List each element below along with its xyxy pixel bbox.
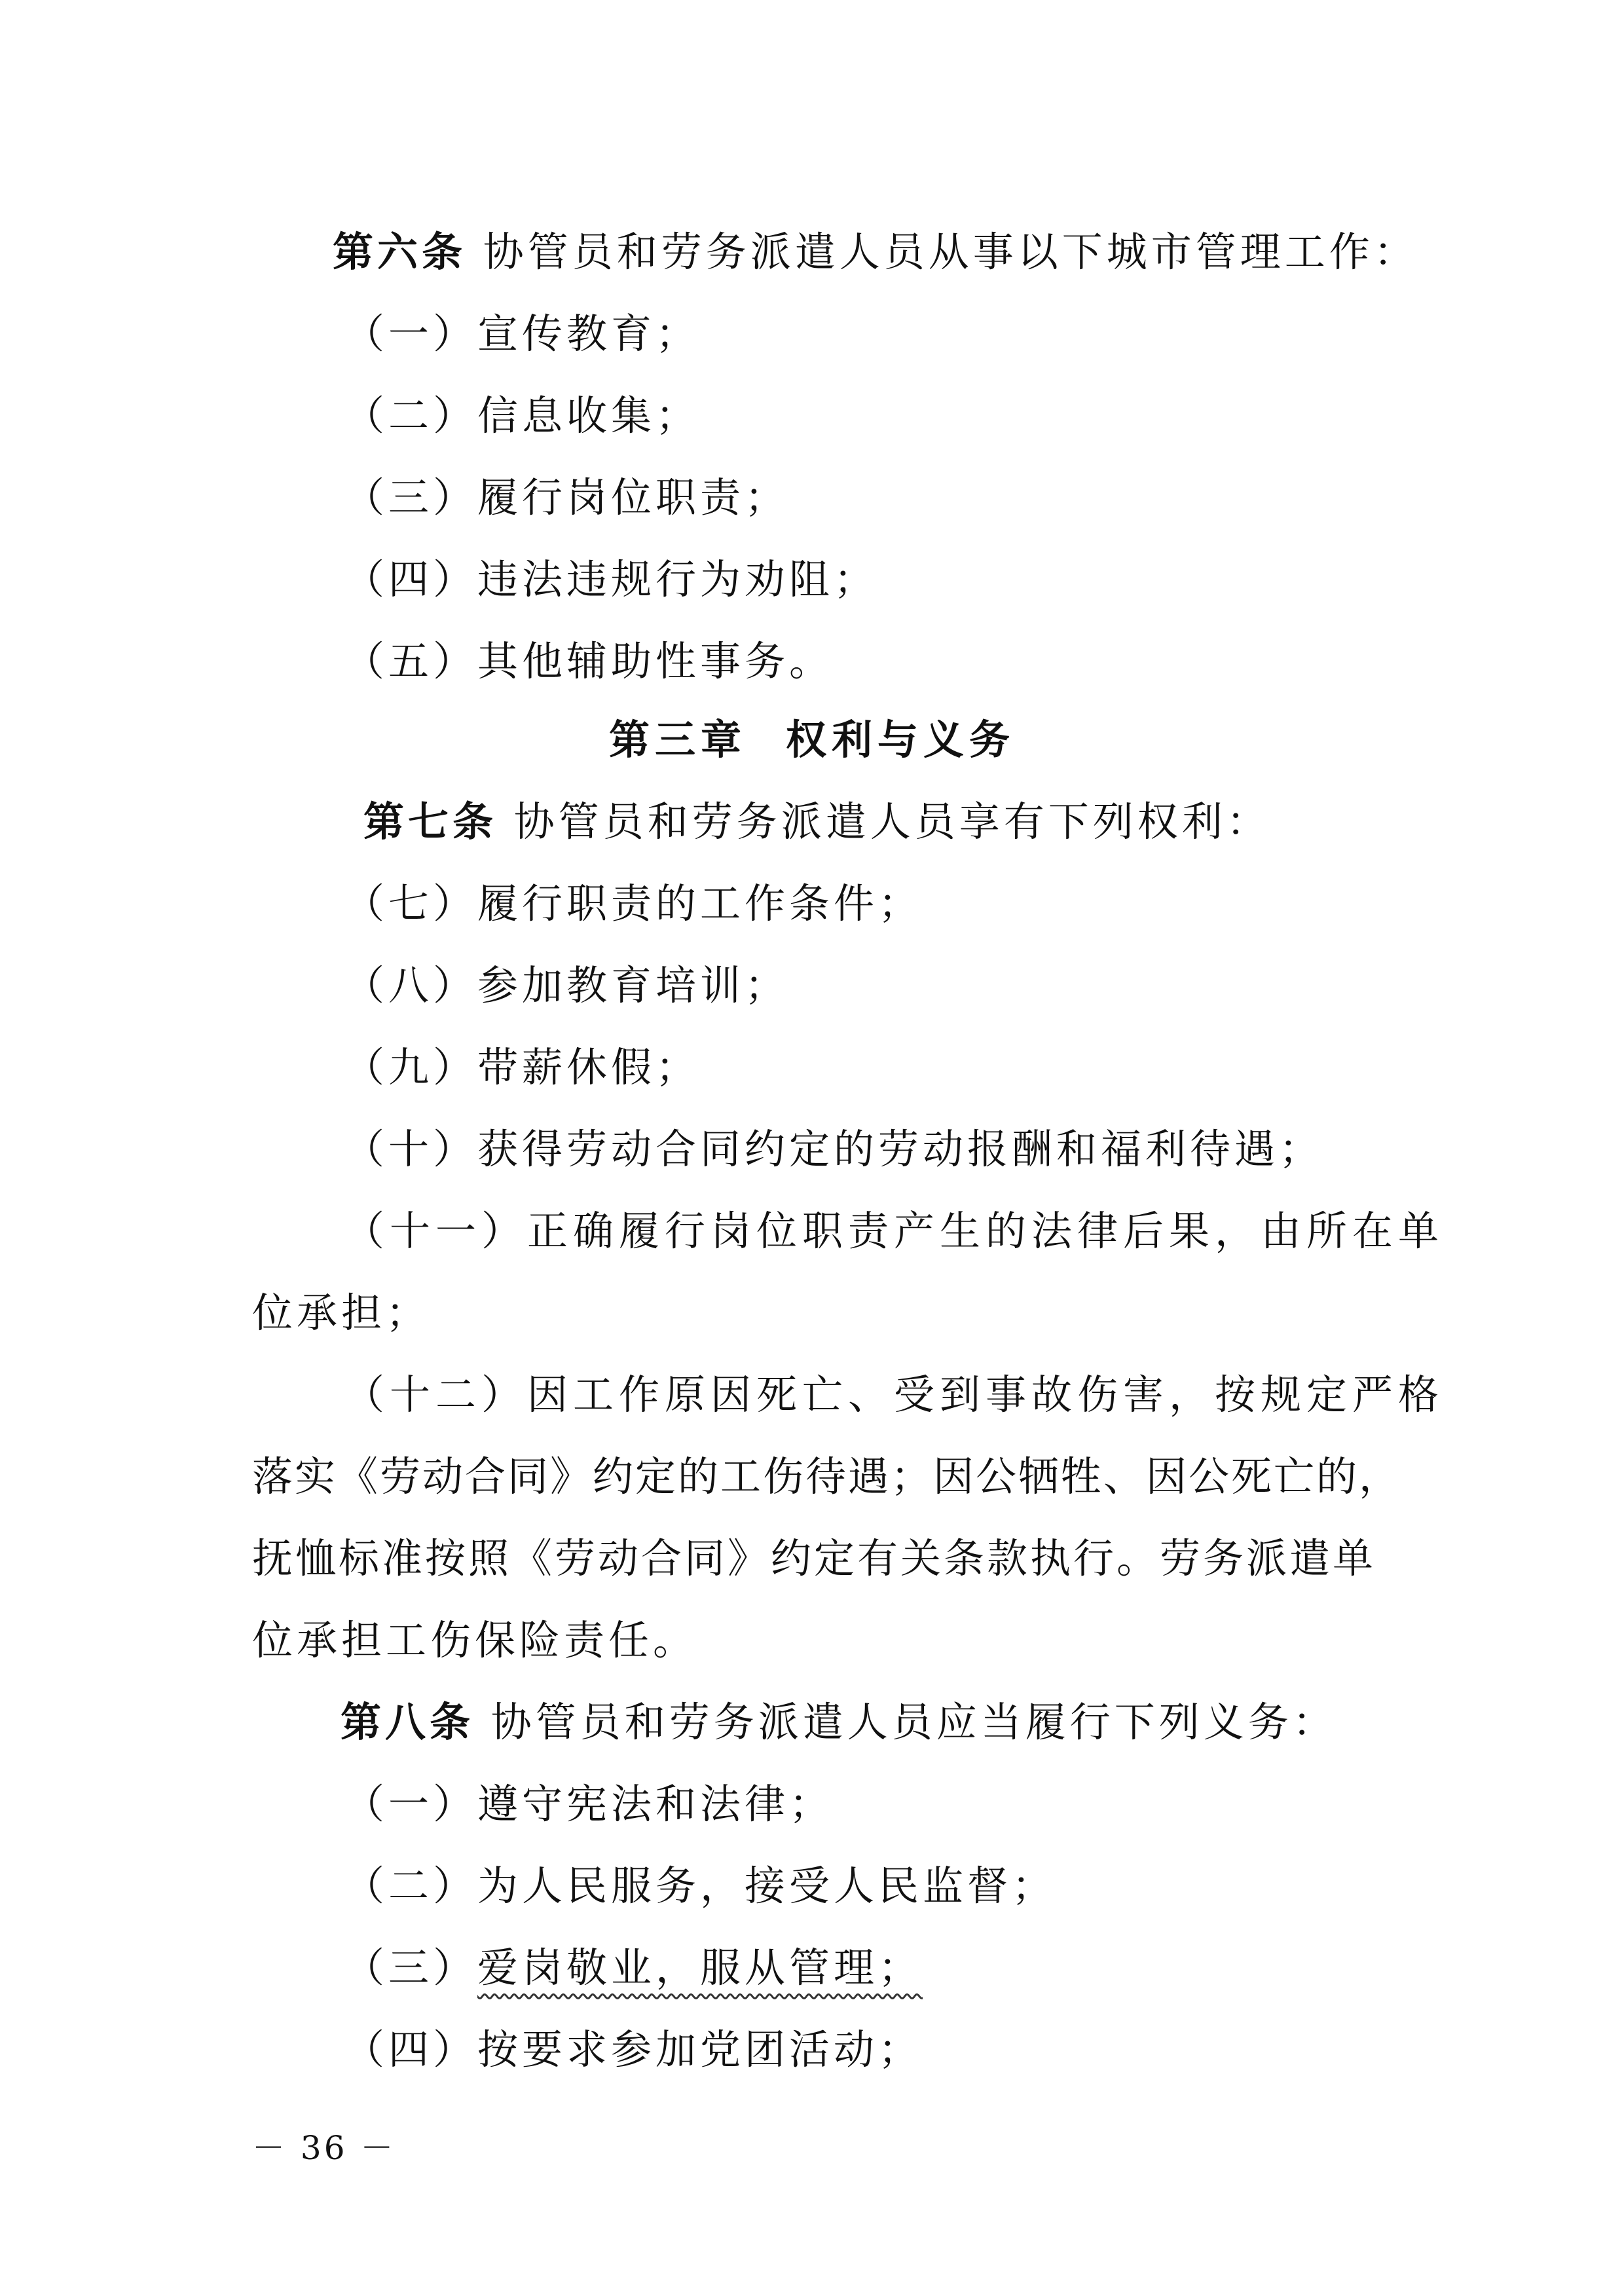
article-8-text: 协管员和劳务派遣人员应当履行下列义务： (490, 1698, 1337, 1746)
article-7-item-12-line-3: 抚恤标准按照《劳动合同》约定有关条款执行。劳务派遣单 (252, 1534, 1376, 1582)
article-6-item-2: （二）信息收集； (344, 392, 701, 439)
article-6-text: 协管员和劳务派遣人员从事以下城市管理工作： (483, 228, 1418, 276)
article-8-label: 第八条 (341, 1698, 475, 1746)
article-6-label: 第六条 (333, 228, 467, 276)
article-7-item-12-line-2: 落实《劳动合同》约定的工伤待遇；因公牺牲、因公死亡的， (252, 1453, 1402, 1500)
page-number: － 36 － (252, 2129, 396, 2167)
article-7-label: 第七条 (363, 798, 498, 845)
article-8-heading (341, 1696, 1337, 1749)
article-7-item-12-line-1: （十二）因工作原因死亡、受到事故伤害，按规定严格 (344, 1371, 1445, 1418)
article-7-item-9: （九）带薪休假； (344, 1043, 701, 1091)
article-7-item-8: （八）参加教育培训； (344, 961, 790, 1009)
chapter-3-title: 权利与义务 (786, 716, 1016, 764)
article-8-item-3-underlined-text: 爱岗敬业，服从管理； (477, 1944, 923, 1991)
chapter-3-heading (0, 714, 1624, 766)
article-8-item-3 (344, 1942, 923, 1994)
article-8-item-4: （四）按要求参加党团活动； (344, 2026, 923, 2073)
article-7-heading (363, 796, 1271, 848)
article-7-text: 协管员和劳务派遣人员享有下列权利： (513, 798, 1271, 845)
article-6-heading (333, 226, 1418, 278)
article-7-item-11-line-2: 位承担； (252, 1289, 431, 1337)
article-8-item-1: （一）遵守宪法和法律； (344, 1780, 834, 1828)
article-7-item-7: （七）履行职责的工作条件； (344, 880, 923, 927)
article-7-item-12-line-4: 位承担工伤保险责任。 (252, 1616, 698, 1664)
article-6-item-3: （三）履行岗位职责； (344, 473, 790, 521)
article-8-item-2: （二）为人民服务，接受人民监督； (344, 1862, 1057, 1910)
article-7-item-10: （十）获得劳动合同约定的劳动报酬和福利待遇； (344, 1125, 1324, 1173)
article-8-item-3-prefix: （三） (344, 1944, 478, 1991)
chapter-3-number: 第三章 (608, 716, 747, 764)
article-7-item-11-line-1: （十一）正确履行岗位职责产生的法律后果，由所在单 (344, 1207, 1445, 1255)
article-6-item-4: （四）违法违规行为劝阻； (344, 555, 879, 603)
article-6-item-5: （五）其他辅助性事务。 (344, 637, 834, 685)
article-6-item-1: （一）宣传教育； (344, 310, 701, 358)
